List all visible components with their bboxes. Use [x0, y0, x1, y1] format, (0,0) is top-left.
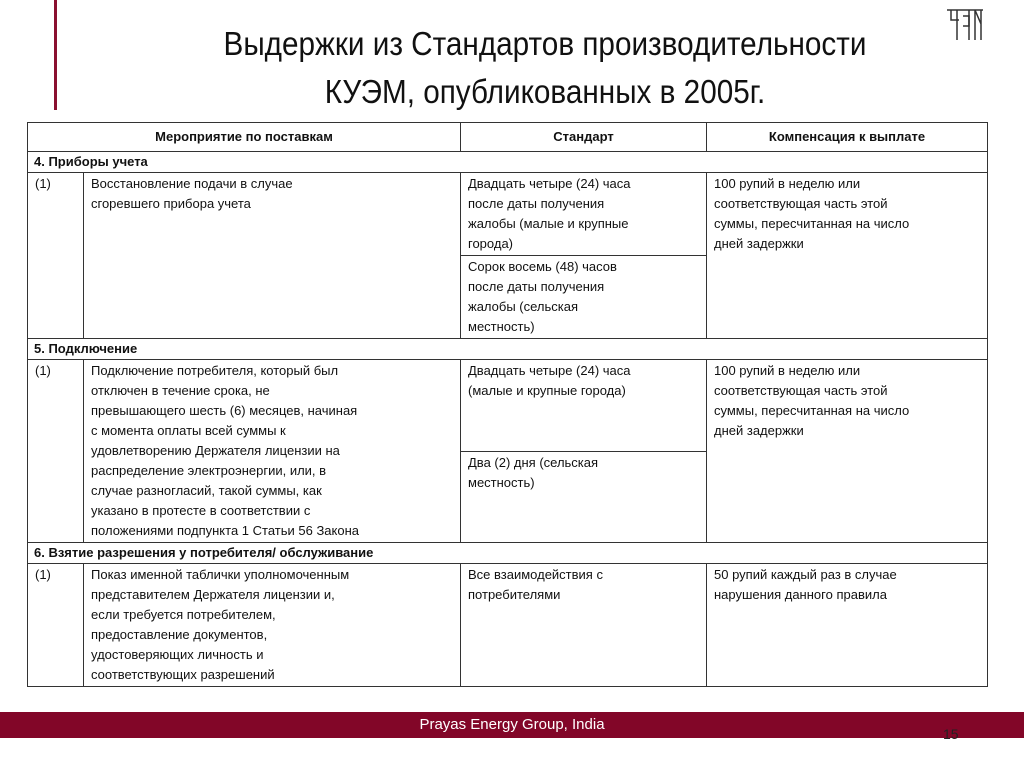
- standard-cell: Все взаимодействия с потребителями: [461, 564, 707, 687]
- row-number: (1): [28, 360, 84, 543]
- standard-cell: Двадцать четыре (24) часа после даты получения жалобы (малые и крупные города): [461, 173, 707, 256]
- row-number: (1): [28, 173, 84, 339]
- section-title: 4. Приборы учета: [28, 152, 988, 173]
- header-activity: Мероприятие по поставкам: [28, 123, 461, 152]
- header-standard: Стандарт: [461, 123, 707, 152]
- standard-cell: Два (2) дня (сельская местность): [461, 451, 707, 543]
- standards-table: [27, 122, 988, 687]
- prayas-logo-icon: [945, 6, 985, 42]
- slide-title: [163, 20, 928, 116]
- activity-cell: Подключение потребителя, который был отключен в течение срока, не превышающего шесть (6) месяцев, начиная с момента оплаты всей суммы к удовлетворению Держателя лицензии на распределение электроэнергии, или, в случае разногласий, такой суммы, как указано в протесте в соответствии с положениями подпункта 1 Статьи 56 Закона: [84, 360, 461, 543]
- section-title: 6. Взятие разрешения у потребителя/ обслуживание: [28, 543, 988, 564]
- row-number: (1): [28, 564, 84, 687]
- section-title: 5. Подключение: [28, 339, 988, 360]
- standard-cell: Сорок восемь (48) часов после даты получения жалобы (сельская местность): [461, 256, 707, 339]
- compensation-cell: 100 рупий в неделю или соответствующая часть этой суммы, пересчитанная на число дней задержки: [707, 173, 988, 339]
- activity-cell: Восстановление подачи в случае сгоревшего прибора учета: [84, 173, 461, 339]
- compensation-cell: 50 рупий каждый раз в случае нарушения данного правила: [707, 564, 988, 687]
- title-line-2: КУЭМ, опубликованных в 2005г.: [324, 73, 766, 110]
- table-row: [28, 564, 988, 687]
- page-number: 15: [943, 726, 959, 742]
- accent-line: [54, 0, 57, 110]
- table-row: [28, 173, 988, 256]
- footer-bar: [0, 712, 1024, 738]
- footer-text: Prayas Energy Group, India: [419, 716, 605, 733]
- title-line-1: Выдержки из Стандартов производительности: [223, 25, 867, 62]
- table-row: [28, 360, 988, 452]
- header-compensation: Компенсация к выплате: [707, 123, 988, 152]
- activity-cell: Показ именной таблички уполномоченным представителем Держателя лицензии и, если требуется потребителем, предоставление документов, удостоверяющих личность и соответствующих разрешений: [84, 564, 461, 687]
- compensation-cell: 100 рупий в неделю или соответствующая часть этой суммы, пересчитанная на число дней задержки: [707, 360, 988, 543]
- standard-cell: Двадцать четыре (24) часа (малые и крупные города): [461, 360, 707, 452]
- table-header-row: [28, 123, 988, 152]
